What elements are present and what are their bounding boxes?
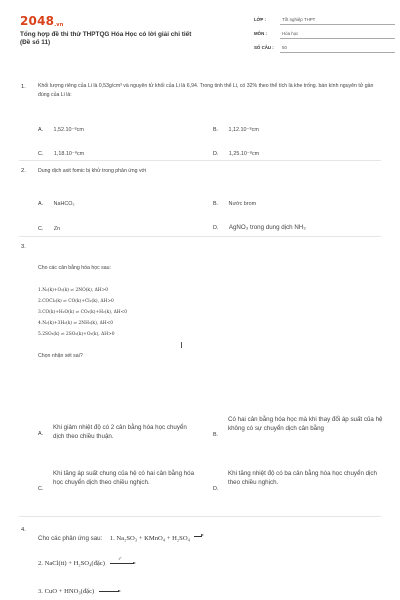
question-4-text: Cho các phản ứng sau: 1. Na₂SO₃ + KMnO₄ + H₂SO₄ bbox=[38, 527, 204, 545]
equilibrium-equation-4: 4.N₂(k)+3H₂(k) ⇌ 2NH₃(k), ΔH<0 bbox=[38, 321, 114, 326]
question-2-text: Dung dịch axit fomic bị khử trong phản ứng với bbox=[38, 168, 147, 174]
document-title bbox=[20, 31, 232, 48]
divider bbox=[19, 160, 381, 161]
meta-subject: MÔN : Hóa học bbox=[254, 31, 399, 40]
document-title-line1: Tổng hợp đề thi thử THPTQG Hóa Học có lời giải chi tiết bbox=[20, 31, 192, 38]
document-title-line2: (Đề số 11) bbox=[20, 39, 51, 47]
question-3-number: 3. bbox=[21, 244, 26, 250]
question-2-option-c[interactable]: C. Zn bbox=[38, 226, 61, 232]
divider bbox=[19, 236, 381, 237]
question-3-option-b[interactable]: B. Có hai cân bằng hóa học mà khi thay đổi áp suất của hệ không có sự chuyển dịch cân bằng bbox=[213, 416, 383, 438]
question-4-reaction-2: 2. NaCl(tt) + H₂SO₄(đặc) t° bbox=[38, 560, 136, 567]
question-1-option-c[interactable]: C. 1,18.10⁻⁸cm bbox=[38, 151, 85, 157]
question-3-prompt: Chọn nhận xét sai? bbox=[38, 353, 83, 359]
question-4-number: 4. bbox=[21, 527, 26, 533]
question-1-option-d[interactable]: D. 1,25.10⁻⁸cm bbox=[213, 151, 260, 157]
equilibrium-equation-5: 5.2SO₃(k) ⇌ 2SO₂(k)+O₂(k), ΔH>0 bbox=[38, 332, 115, 337]
equilibrium-equation-2: 2.COCl₂(k) ⇌ CO(k)+Cl₂(k), ΔH>0 bbox=[38, 299, 114, 304]
question-1-option-a[interactable]: A. 1,52.10⁻⁸cm bbox=[38, 127, 84, 133]
divider bbox=[19, 516, 381, 517]
question-2-option-a[interactable]: A. NaHCO₃ bbox=[38, 201, 75, 207]
question-3-option-d[interactable]: D. Khi tăng nhiệt độ có ba cân bằng hóa học chuyển dịch theo chiều nghịch. bbox=[213, 470, 377, 492]
question-2-option-b[interactable]: B. Nước brom bbox=[213, 201, 257, 207]
question-2-option-d[interactable]: D. AgNO₃ trong dung dịch NH₃ bbox=[213, 224, 306, 231]
question-3-option-c[interactable]: C. Khi tăng áp suất chung của hệ có hai cân bằng hóa học chuyển dịch theo chiều nghịch. bbox=[38, 470, 195, 492]
question-3-text: Cho các cân bằng hóa học sau: bbox=[38, 265, 111, 271]
question-1-text: Khối lượng riêng của Li là 0,53g/cm³ và nguyên tử khối của Li là 6,94. Trong tinh thể Li, có 32% theo thể tích là khe trống. bán kính nguyên tử gần đúng của Li là: bbox=[38, 83, 374, 98]
text-cursor bbox=[181, 342, 182, 348]
site-logo[interactable]: $2048_{.vn}$ bbox=[20, 14, 64, 28]
question-4-reaction-3: 3. CuO + HNO₃(đặc) bbox=[38, 588, 121, 595]
question-3-option-a[interactable]: A. Khi giảm nhiệt độ có 2 cân bằng hóa học chuyển dịch theo chiều thuận. bbox=[38, 424, 187, 441]
question-1-option-b[interactable]: B. 1,12.10⁻⁸cm bbox=[213, 127, 259, 133]
question-1-number: 1. bbox=[21, 84, 26, 90]
equilibrium-equation-3: 3.CO(k)+H₂O(k) ⇌ CO₂(k)+H₂(k), ΔH<0 bbox=[38, 310, 128, 315]
meta-class: LỚP : Tốt nghiệp THPT bbox=[254, 17, 399, 26]
equilibrium-equation-1: 1.N₂(k)+O₂(k) ⇌ 2NO(k), ΔH>0 bbox=[38, 288, 109, 293]
meta-question-count: SỐ CÂU : 50 bbox=[254, 45, 399, 54]
question-2-number: 2. bbox=[21, 168, 26, 174]
